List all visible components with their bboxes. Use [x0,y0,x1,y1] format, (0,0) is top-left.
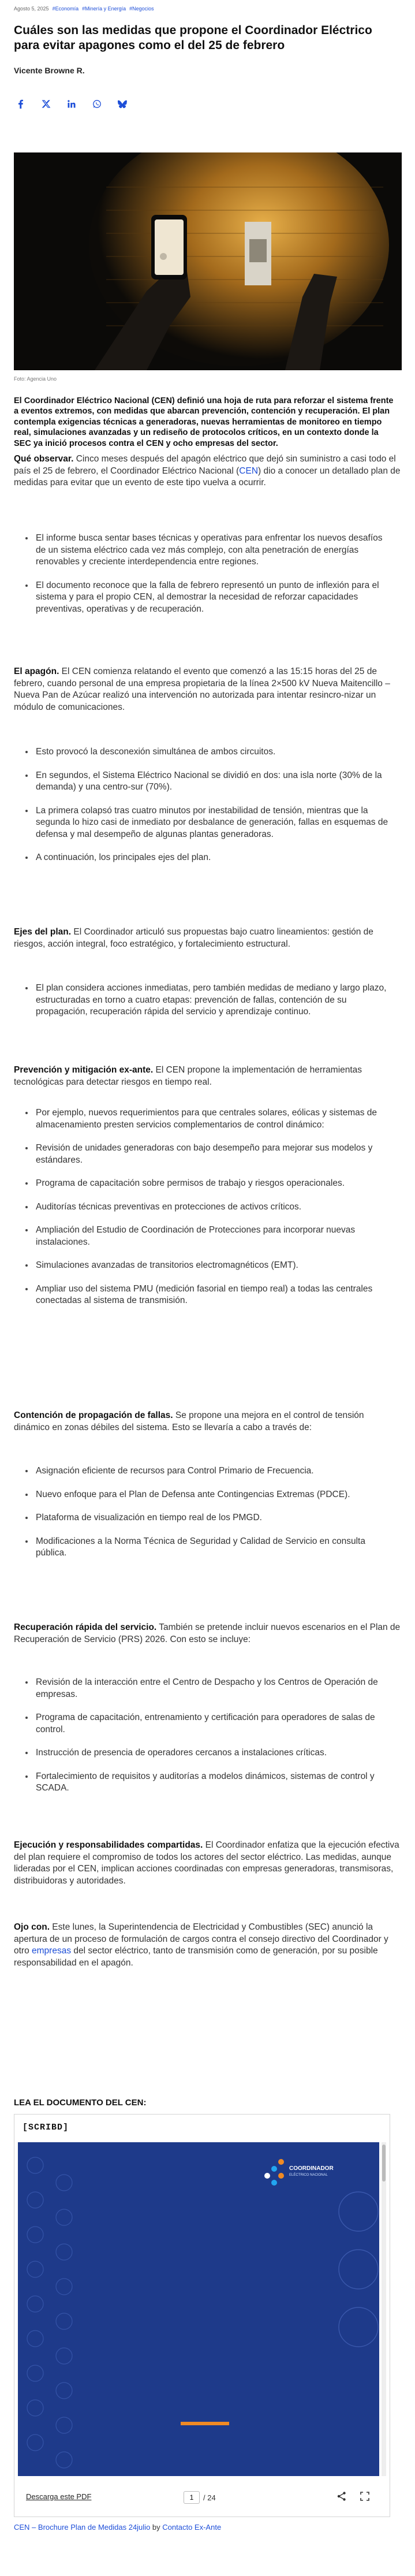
list-item: El informe busca sentar bases técnicas y operativas para enfrentar los nuevos desafíos de un sistema eléctrico cada vez más complejo, con alta penetración de energías renovables y creciente interdependencia entre regiones. [14,533,389,568]
article-meta [14,6,154,12]
whatsapp-icon[interactable] [90,97,104,111]
section-heading: Prevención y mitigación ex-ante. [14,1065,154,1075]
section-recuperacion: Recuperación rápida del servicio. También se pretende incluir nuevos escenarios en el Plan de Recuperación de Servicio (PRS) 2026. Con esto se incluye: [14,1622,401,1644]
contencion-list [14,1465,389,1559]
bluesky-icon[interactable] [115,97,129,111]
section-apagon: El apagón. El CEN comienza relatando el evento que comenzó a las 15:15 horas del 25 de febrero, cuando personal de una empresa propietaria de la línea 2×500 kV Nueva Maitencillo – Nueva Pan de Azúcar realizó una intervención no autorizada para intentar resincro-nizar un módulo de comunicaciones. [14,667,390,712]
embed-actions [337,2491,370,2504]
section-ojo: Ojo con. Este lunes, la Superintendencia de Electricidad y Combustibles (SEC) anunció la apertura de un proceso de formulación de cargos contra el consejo directivo del Coordinador y otro empresas del sector eléctrico, tanto de transmisión como de generación, por su posible responsabilidad en el apagón. [14,1922,388,1968]
list-item: El documento reconoce que la falla de febrero representó un punto de inflexión para el sistema y para el propio CEN, al demostrar la necesidad de reforzar capacidades preventivas, operativas y de recuperación. [14,580,389,616]
list-item: Nuevo enfoque para el Plan de Defensa ante Contingencias Extremas (PDCE). [14,1489,389,1501]
list-item: A continuación, los principales ejes del plan. [14,852,389,864]
tag-negocios[interactable]: #Negocios [129,6,154,12]
article-title: Cuáles son las medidas que propone el Coordinador Eléctrico para evitar apagones como el del 25 de febrero [14,24,372,52]
author-name[interactable]: Vicente Browne R. [14,66,85,75]
list-item: En segundos, el Sistema Eléctrico Nacional se dividió en dos: una isla norte (30% de la demanda) y una centro-sur (70%). [14,770,389,794]
page-navigator [184,2491,216,2504]
section-heading: Contención de propagación de fallas. [14,1410,173,1420]
recuperacion-list [14,1677,389,1795]
section-heading: Ojo con. [14,1922,50,1932]
apagon-list [14,746,389,864]
list-item: Auditorías técnicas preventivas en protecciones de activos críticos. [14,1201,389,1213]
uploader-link[interactable]: Contacto Ex-Ante [162,2523,222,2532]
download-pdf-link[interactable]: Descarga este PDF [26,2492,92,2501]
list-item: Revisión de unidades generadoras con bajo desempeño para mejorar sus modelos y estándares. [14,1142,389,1166]
page-number-input[interactable] [184,2491,200,2504]
cen-link[interactable]: CEN [239,466,259,476]
list-item: Instrucción de presencia de operadores cercanos a instalaciones críticas. [14,1747,389,1759]
list-item: Simulaciones avanzadas de transitorios electromagnéticos (EMT). [14,1260,389,1272]
list-item: Ampliación del Estudio de Coordinación de Protecciones para incorporar nuevas instalaciones. [14,1224,389,1248]
list-item: Modificaciones a la Norma Técnica de Seguridad y Calidad de Servicio en consulta pública. [14,1536,389,1559]
x-icon[interactable] [39,97,53,111]
document-page[interactable] [18,2142,379,2476]
list-item: Asignación eficiente de recursos para Control Primario de Frecuencia. [14,1465,389,1477]
document-title-link[interactable]: CEN – Brochure Plan de Medidas 24julio [14,2523,151,2532]
list-item: Revisión de la interacción entre el Centro de Despacho y los Centros de Operación de empresas. [14,1677,389,1700]
empresas-link[interactable]: empresas [32,1946,72,1956]
intro-list [14,533,389,615]
article-lead: El Coordinador Eléctrico Nacional (CEN) definió una hoja de ruta para reforzar el sistema frente a eventos extremos, con medidas que abarcan prevención, contención y recuperación. El plan contempla exigencias técnicas a generadoras, nuevas herramientas de monitoreo en tiempo real, simulaciones avanzadas y un rediseño de protocolos críticos, en un contexto donde la SEC ya inició procesos contra el CEN y ocho empresas del sector. [14,396,394,448]
section-intro: Qué observar. Cinco meses después del apagón eléctrico que dejó sin suministro a casi todo el país el 25 de febrero, el Coordinador Eléctrico Nacional (CEN) dio a conocer un detallado plan de medidas para evitar que un evento de este tipo vuelva a ocurrir. [14,454,401,487]
list-item: Programa de capacitación, entrenamiento y certificación para operadores de salas de control. [14,1712,389,1736]
facebook-icon[interactable] [14,97,28,111]
coordinador-logo-subtitle: ELÉCTRICO NACIONAL [289,2173,328,2177]
publish-date: Agosto 5, 2025 [14,6,49,12]
tag-mineria-energia[interactable]: #Minería y Energía [82,6,126,12]
section-heading: Ejes del plan. [14,927,72,937]
ejes-list [14,982,389,1018]
total-pages: / 24 [203,2493,216,2502]
document-caption: CEN – Brochure Plan de Medidas 24julio by Contacto Ex-Ante [14,2523,222,2532]
list-item: Fortalecimiento de requisitos y auditorías a modelos dinámicos, sistemas de control y SCADA. [14,1771,389,1795]
coordinador-logo-title: COORDINADOR [289,2165,334,2172]
section-contencion: Contención de propagación de fallas. Se propone una mejora en el control de tensión dinámico en zonas débiles del sistema. Esto se llevaría a cabo a través de: [14,1410,364,1432]
prevencion-list [14,1107,389,1307]
list-item: La primera colapsó tras cuatro minutos por inestabilidad de tensión, mientras que la segunda lo hizo casi de inmediato por desbalance de generación, fallas en esquemas de defensa y mal desempeño de algunas plantas generadoras. [14,805,389,841]
list-item: Esto provocó la desconexión simultánea de ambos circuitos. [14,746,389,758]
list-item: Programa de capacitación sobre permisos de trabajo y riesgos operacionales. [14,1178,389,1190]
section-ejes: Ejes del plan. El Coordinador articuló sus propuestas bajo cuatro lineamientos: gestión de riesgos, acción integral, foco estratégico, y fortalecimiento estructural. [14,927,373,949]
article-photo [14,152,402,370]
linkedin-icon[interactable] [65,97,78,111]
section-heading: Recuperación rápida del servicio. [14,1622,157,1632]
section-prevencion: Prevención y mitigación ex-ante. El CEN propone la implementación de herramientas tecnológicas para detectar riesgos en tiempo real. [14,1065,362,1087]
photo-credit: Foto: Agencia Uno [14,376,57,382]
list-item: El plan considera acciones inmediatas, pero también medidas de mediano y largo plazo, estructuradas en torno a cuatro etapas: prevención de fallas, contención de su propagación, recuperación rápida del servicio y aprendizaje continuo. [14,982,389,1018]
scrollbar-thumb[interactable] [382,2145,386,2182]
scribd-logo[interactable]: [SCRIBD] [23,2123,69,2132]
share-icon[interactable] [337,2491,347,2504]
section-heading: El apagón. [14,667,59,676]
document-heading: LEA EL DOCUMENTO DEL CEN: [14,2098,147,2108]
document-page-art [18,2142,379,2476]
fullscreen-icon[interactable] [360,2491,370,2504]
scribd-embed[interactable] [14,2114,390,2517]
section-ejecucion: Ejecución y responsabilidades compartidas. El Coordinador enfatiza que la ejecución efectiva del plan requiere el compromiso de todos los actores del sector eléctrico. Las medidas, aunque lideradas por el CEN, implican acciones coordinadas con empresas generadoras, transmisoras, distribuidoras y autoridades. [14,1840,399,1886]
share-bar [14,97,129,111]
list-item: Plataforma de visualización en tiempo real de los PMGD. [14,1512,389,1524]
list-item: Por ejemplo, nuevos requerimientos para que centrales solares, eólicas y sistemas de almacenamiento presten servicios complementarios de control dinámico: [14,1107,389,1131]
embed-footer [14,2482,390,2514]
tag-economia[interactable]: #Economía [52,6,79,12]
list-item: Ampliar uso del sistema PMU (medición fasorial en tiempo real) a todas las centrales conectadas al sistema de transmisión. [14,1283,389,1307]
section-heading: Qué observar. [14,454,74,464]
embed-scrollbar[interactable] [382,2142,386,2476]
section-heading: Ejecución y responsabilidades compartidas. [14,1840,203,1850]
